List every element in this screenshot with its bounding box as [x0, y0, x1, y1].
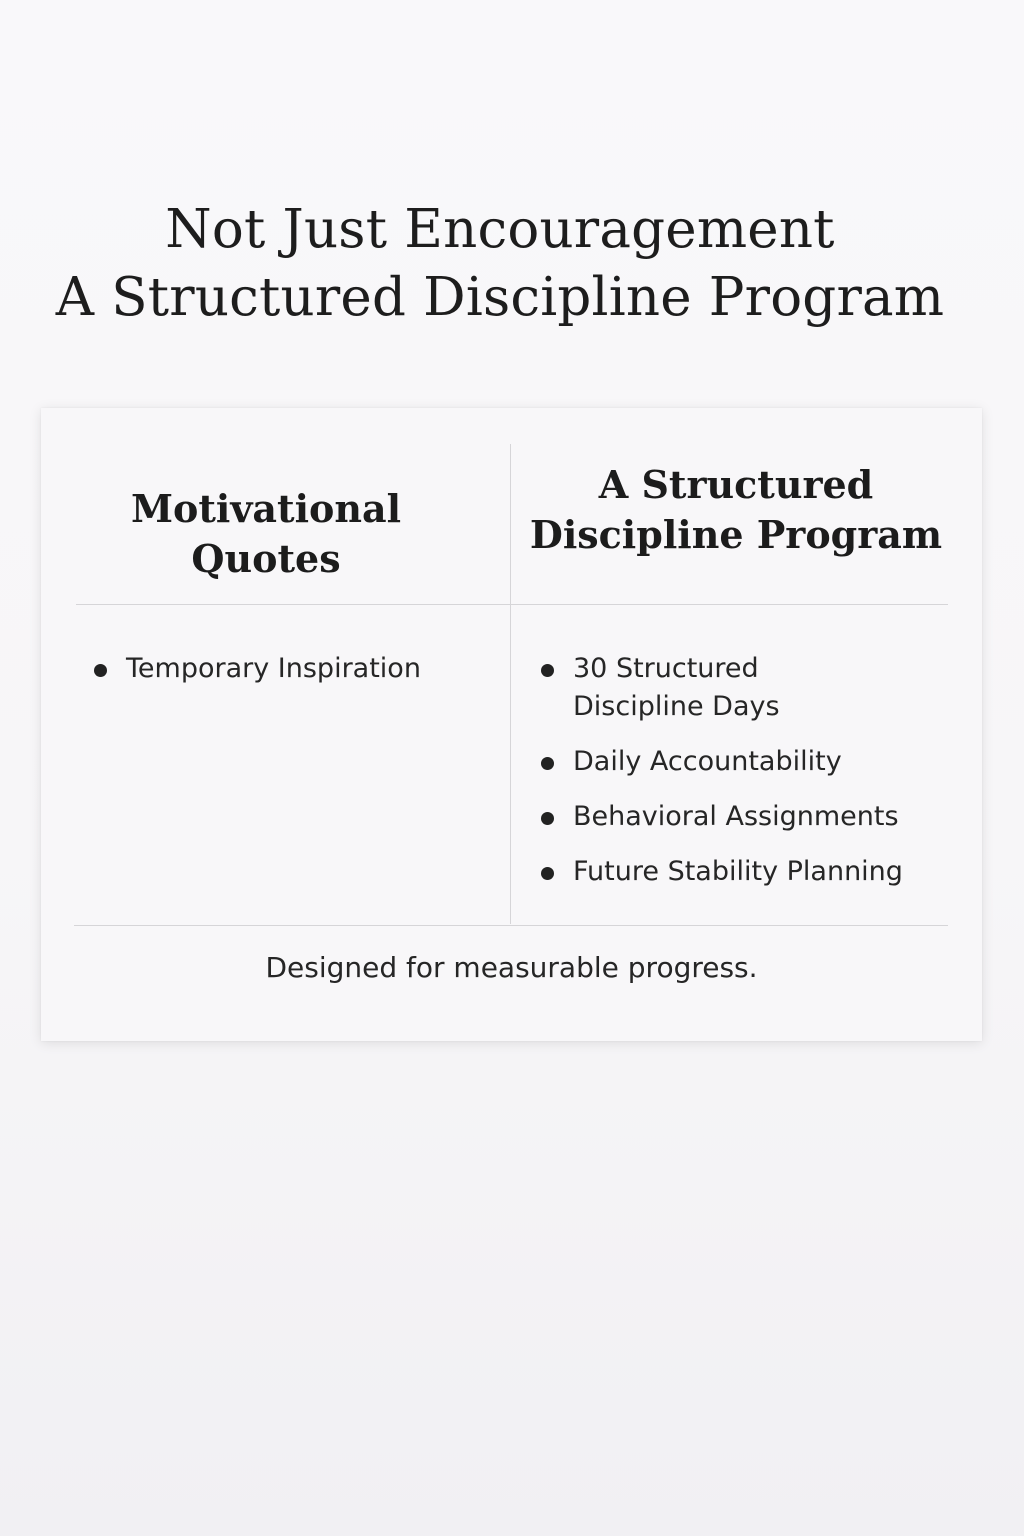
- list-item: [541, 853, 961, 891]
- page-headline: [0, 196, 1000, 332]
- left-heading-line-1: Motivational: [130, 486, 402, 531]
- headline-line-1: Not Just Encouragement: [165, 199, 835, 260]
- right-heading-line-2: Discipline Program: [529, 512, 943, 557]
- list-item: [94, 650, 494, 688]
- bullet-dot-icon: [541, 867, 554, 880]
- right-column-heading: [526, 460, 946, 560]
- column-divider: [510, 444, 511, 924]
- bullet-dot-icon: [94, 664, 107, 677]
- list-item: [541, 798, 961, 836]
- left-heading-line-2: Quotes: [191, 536, 341, 581]
- list-item-text: Behavioral Assignments: [573, 801, 899, 832]
- right-heading-line-1: A Structured: [598, 462, 874, 507]
- list-item-text: Daily Accountability: [573, 746, 842, 777]
- footer-tagline: Designed for measurable progress.: [265, 951, 758, 984]
- right-bullet-list: [541, 650, 961, 908]
- bullet-dot-icon: [541, 812, 554, 825]
- bullet-dot-icon: [541, 757, 554, 770]
- bullet-dot-icon: [541, 664, 554, 677]
- comparison-card: [41, 408, 982, 1041]
- list-item: [541, 650, 833, 726]
- left-bullet-list: [94, 650, 494, 688]
- left-column-heading: [76, 484, 456, 584]
- list-item-text: 30 Structured Discipline Days: [573, 653, 780, 722]
- header-divider: [76, 604, 948, 605]
- headline-line-2: A Structured Discipline Program: [55, 267, 945, 328]
- list-item-text: Future Stability Planning: [573, 856, 903, 887]
- footer-divider: [74, 925, 948, 926]
- list-item-text: Temporary Inspiration: [126, 653, 421, 684]
- list-item: [541, 743, 961, 781]
